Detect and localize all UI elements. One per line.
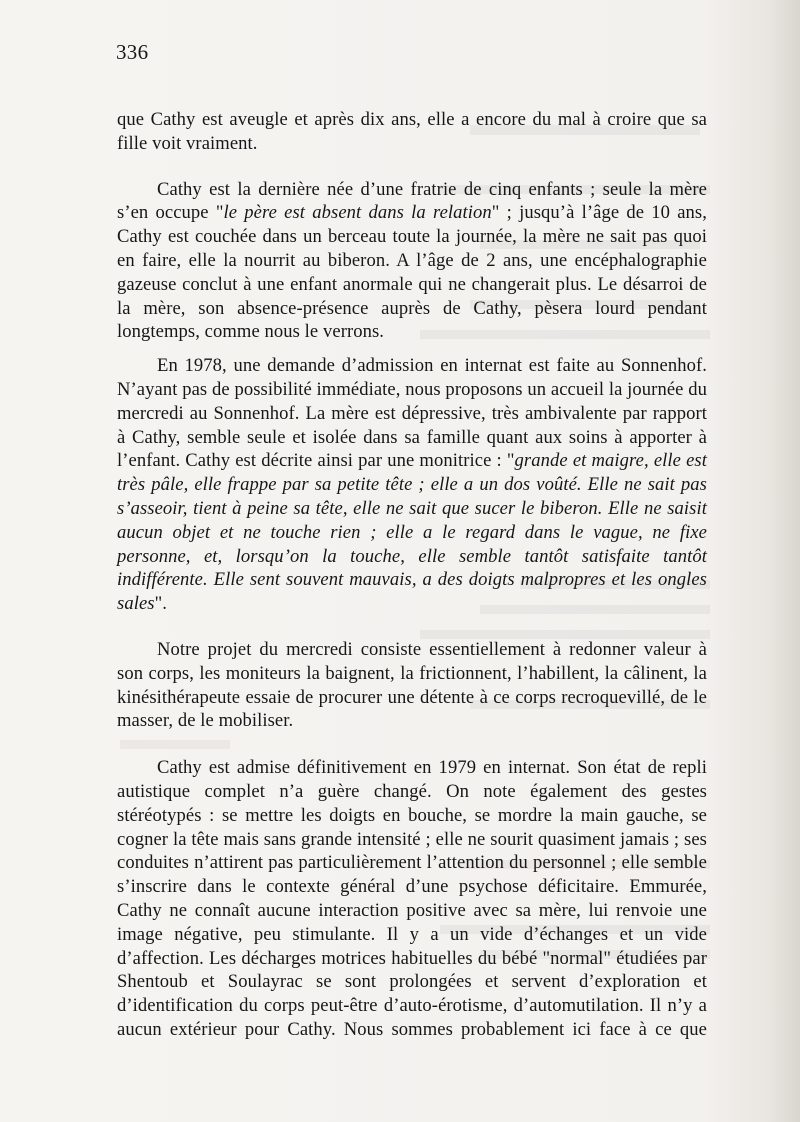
- paragraph-3-quote: grande et maigre, elle est très pâle, elle frappe par sa petite tête ; elle a un dos voûté. Elle ne sait pas s’asseoir, tient à peine sa tête, elle ne sait que sucer le biberon. Elle ne saisit aucun objet et ne touche rien ; elle a le regard dans le vague, ne fixe personne, et, lorsqu’on la touche, elle semble tantôt satisfaite tantôt indifférente. Elle sent souvent mauvais, a des doigts malpropres et les ongles sales: [117, 450, 707, 615]
- paragraph-4: [117, 638, 707, 733]
- paragraph-5-text: Cathy est admise définitivement en 1979 en internat. Son état de repli autistique complet n’a guère changé. On note également des gestes stéréotypés : se mettre les doigts en bouche, se mordre la main gauche, se cogner la tête mais sans grande intensité ; elle ne sourit quasiment jamais ; ses conduites n’attirent pas particulièrement l’attention du personnel ; elle semble s’inscrire dans le contexte général d’une psychose déficitaire. Emmurée, Cathy ne connaît aucune interaction positive avec sa mère, lui renvoie une image négative, peu stimulante. Il y a un vide d’échanges et un vide d’affection. Les décharges motrices habituelles du bébé "normal" étudiées par Shentoub et Soulayrac se sont prolongées et servent d’exploration et d’identification du corps peut-être d’auto-érotisme, d’automutilation. Il n’y a aucun extérieur pour Cathy. Nous sommes probablement ici face à ce que: [117, 757, 707, 1040]
- paragraph-3: [117, 354, 707, 616]
- paragraph-2-quote: le père est absent dans la relation: [223, 202, 492, 224]
- paragraph-3-text-a: En 1978, une demande d’admission en internat est faite au Sonnenhof. N’ayant pas de possibilité immédiate, nous proposons un accueil la journée du mercredi au Sonnenhof. La mère est dépressive, très ambivalente par rapport à Cathy, semble seule et isolée dans sa famille quant aux soins à apporter à l’enfant. Cathy est décrite ainsi par une monitrice : ": [117, 355, 707, 472]
- paragraph-5: [117, 756, 707, 1042]
- paragraph-2-text-a: Cathy est la dernière née d’une fratrie de cinq enfants ; seule la mère s’en occupe ": [117, 178, 707, 224]
- paragraph-3-text-b: ".: [154, 593, 167, 615]
- page-number: 336: [116, 40, 149, 64]
- paragraph-2-text-b: " ; jusqu’à l’âge de 10 ans, Cathy est couchée dans un berceau toute la journée, la mère ne sait pas quoi en faire, elle la nourrit au biberon. A l’âge de 2 ans, une encéphalographie gazeuse conclut à une enfant anormale qui ne changerait plus. Le désarroi de la mère, son absence-présence auprès de Cathy, pèsera lourd pendant longtemps, comme nous le verrons.: [117, 202, 707, 343]
- paragraph-1: que Cathy est aveugle et après dix ans, elle a encore du mal à croire que sa fille voit vraiment.: [117, 109, 707, 154]
- paragraph-4-text: Notre projet du mercredi consiste essentiellement à redonner valeur à son corps, les moniteurs la baignent, la frictionnent, l’habillent, la câlinent, la kinésithérapeute essaie de procurer une détente à ce corps recroquevillé, de le masser, de le mobiliser.: [117, 638, 707, 732]
- paragraph-2: [117, 178, 707, 345]
- body-text: [117, 108, 707, 1042]
